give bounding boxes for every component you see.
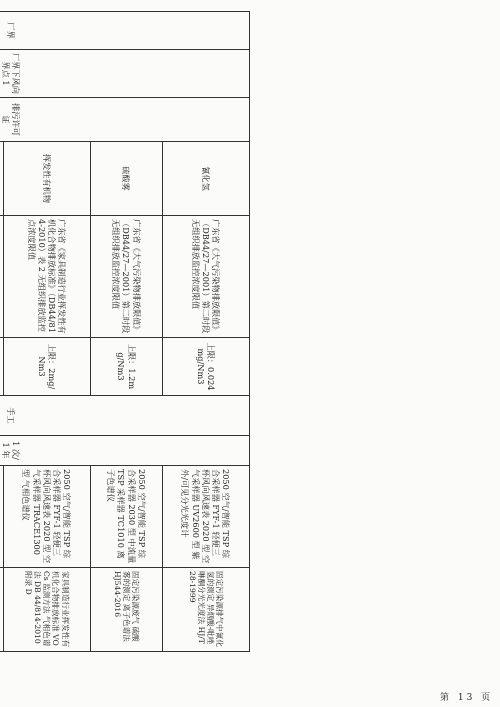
location-cell: 厂界下风向界点 1 — [0, 50, 250, 98]
monitoring-table — [0, 11, 250, 652]
pollutant-cell: 氰化氢 — [162, 142, 249, 216]
instrument-cell: 2050 空气/智能 TSP 综合采样器 2030 型 中流量 TSP 采样器 TC1010 离子色谱仪 — [91, 466, 163, 568]
limit-cell: 上限：1.2mg/Nm3 — [91, 338, 163, 396]
manual-cell: 手工 — [0, 396, 250, 436]
instrument-cell: 2050 空气/智能 TSP 综合采样器 FYF-1 轻便三杯风向风速表 2020 型 空气采样器 TRACE1300 型 气相色谱仪 — [3, 466, 90, 568]
method-cell: 固定污染源排气中氰化氢的测定 异烟酸-吡唑啉酮分光光度法 HJ/T 28-1999 — [162, 568, 249, 652]
table-row — [162, 12, 249, 652]
pollutant-cell: 挥发性有机物 — [3, 142, 90, 216]
frequency-cell: 1 次/1 年 — [0, 436, 250, 466]
instrument-cell — [0, 466, 3, 568]
standard-cell: 广东省《家具制造行业挥发性有机化合物排放标准》（DB44/814-2010）表 2 无组织排放监控点浓度限值 — [3, 216, 90, 338]
standard-cell: 广东省《大气污染物排放限值》（DB44/27—2001）第二时段无组织排放监控浓度限值 — [91, 216, 163, 338]
rotated-table-container — [0, 11, 250, 651]
limit-cell — [0, 338, 3, 396]
pollutant-cell: 硫酸雾 — [91, 142, 163, 216]
method-cell: 固定污染源废气 硫酸雾的测定 离子色谱法 HJ544-2016 — [91, 568, 163, 652]
area-cell: 厂界 — [0, 12, 250, 50]
permit-cell: 排污许可证 — [0, 98, 250, 142]
page-number: 第 13 页 — [440, 693, 494, 703]
standard-cell: 广东省《大气污染物排放限值》（DB44/27—2001）第二时段无组织排放监控浓度限值 — [162, 216, 249, 338]
standard-cell — [0, 216, 3, 338]
limit-cell: 上限：2mg/Nm3 — [3, 338, 90, 396]
instrument-cell: 2050 空气/智能 TSP 综合采样器 FYF-1 轻便三杯风向风速表 2020 型 空气采样器 UV2600 型 紫外/可见分光光度计 — [162, 466, 249, 568]
method-cell: 家具制造行业挥发性有机化合物排放标准 VOCs 监测方法 气相色谱法 DB 44/814-2010 附录 D — [3, 568, 90, 652]
limit-cell: 上限：0.024mg/Nm3 — [162, 338, 249, 396]
pollutant-cell — [0, 142, 3, 216]
method-cell — [0, 568, 3, 652]
